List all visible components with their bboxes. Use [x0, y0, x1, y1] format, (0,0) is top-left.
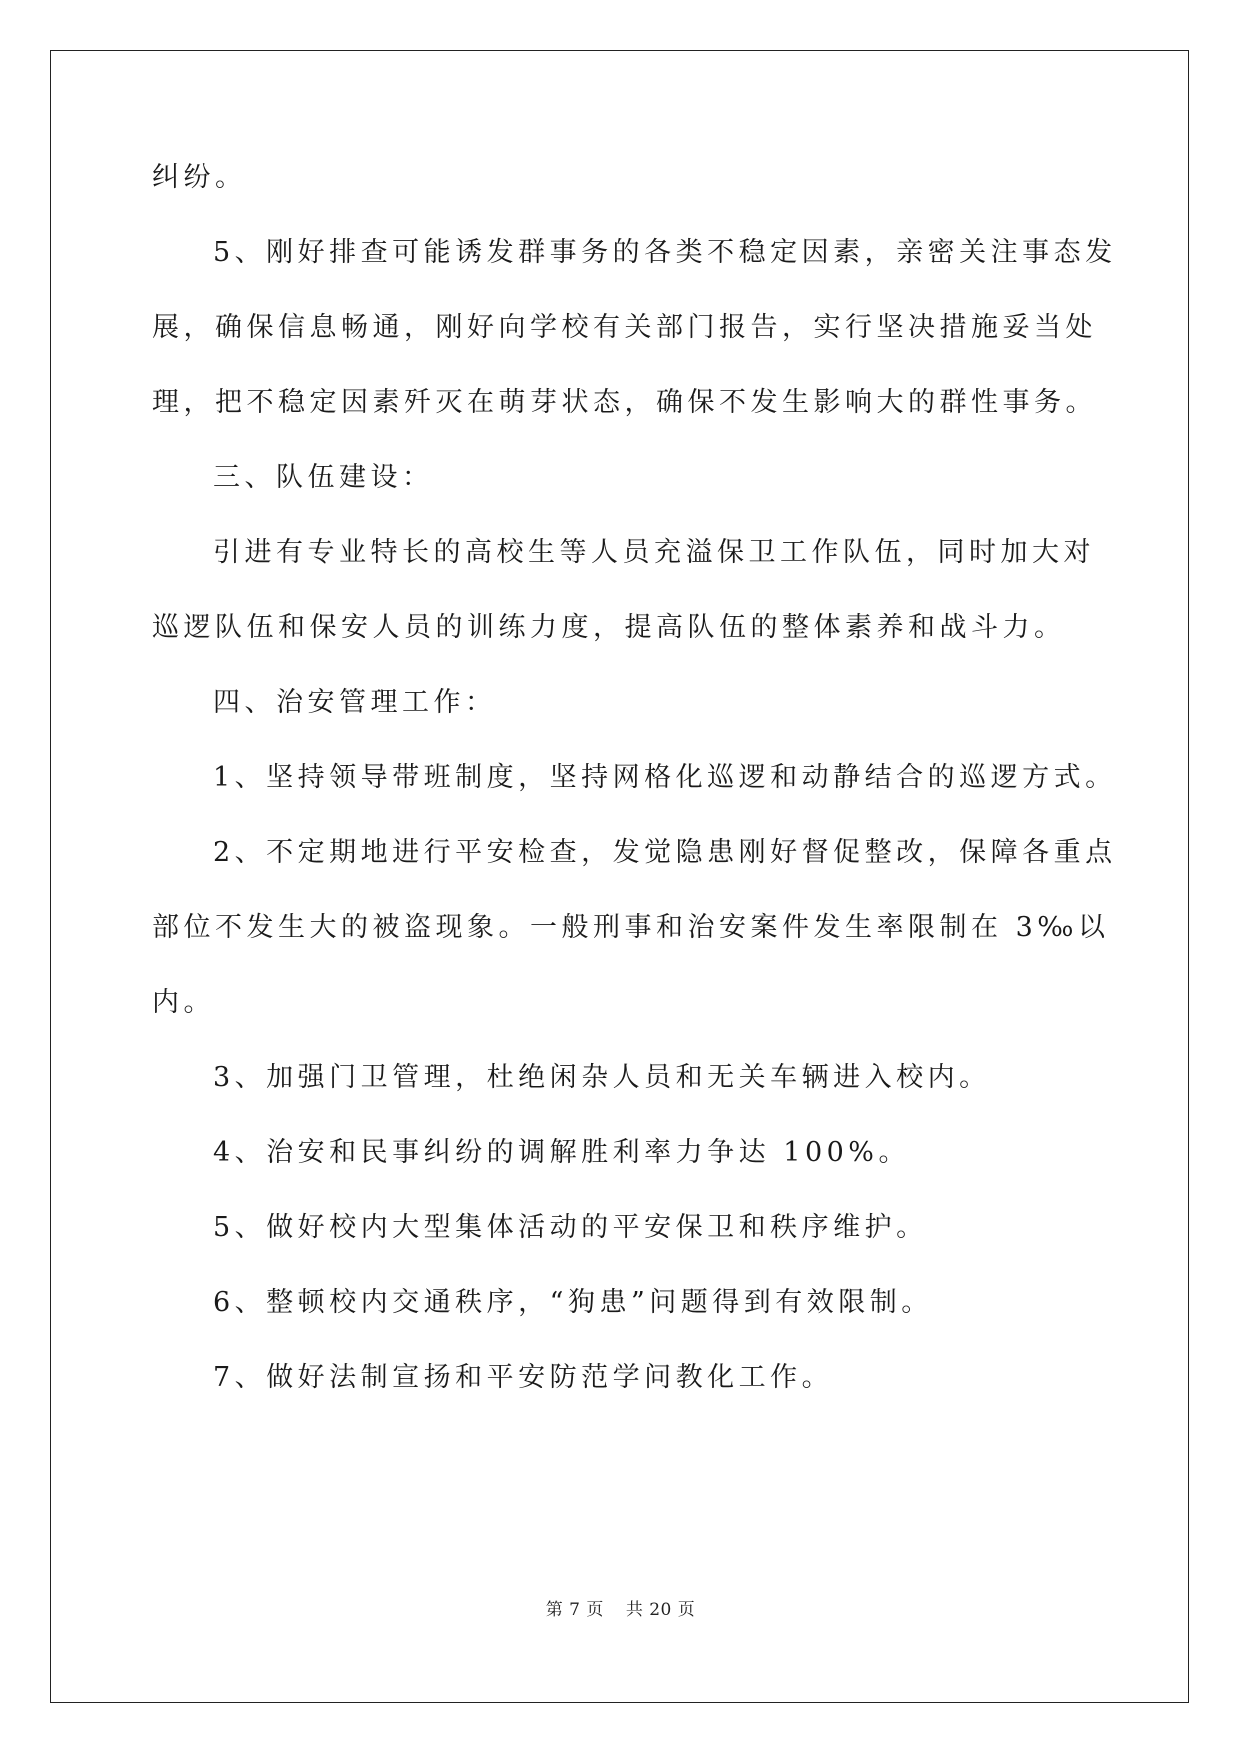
- text-line: 5、做好校内大型集体活动的平安保卫和秩序维护。: [213, 1212, 928, 1243]
- text-line: 巡逻队伍和保安人员的训练力度，提高队伍的整体素养和战斗力。: [152, 612, 1066, 643]
- text-line: 部位不发生大的被盗现象。一般刑事和治安案件发生率限制在 3‰以: [152, 912, 1110, 943]
- text-line: 2、不定期地进行平安检查，发觉隐患刚好督促整改，保障各重点: [213, 837, 1117, 868]
- text-line: 4、治安和民事纠纷的调解胜利率力争达 100%。: [213, 1137, 910, 1168]
- text-line: 3、加强门卫管理，杜绝闲杂人员和无关车辆进入校内。: [213, 1062, 991, 1093]
- section-heading: 四、治安管理工作：: [213, 687, 497, 718]
- text-line: 7、做好法制宣扬和平安防范学问教化工作。: [213, 1362, 834, 1393]
- text-line: 5、刚好排查可能诱发群事务的各类不稳定因素，亲密关注事态发: [213, 237, 1117, 268]
- text-line: 内。: [152, 987, 215, 1018]
- section-heading: 三、队伍建设：: [213, 462, 434, 493]
- total-pages-label: 共 20 页: [625, 1600, 696, 1620]
- text-line: 展，确保信息畅通，刚好向学校有关部门报告，实行坚决措施妥当处: [152, 312, 1097, 343]
- text-line: 纠纷。: [152, 162, 247, 193]
- text-line: 1、坚持领导带班制度，坚持网格化巡逻和动静结合的巡逻方式。: [213, 762, 1117, 793]
- text-line: 引进有专业特长的高校生等人员充溢保卫工作队伍，同时加大对: [213, 537, 1095, 568]
- current-page-label: 第 7 页: [545, 1600, 604, 1620]
- page-number: [0, 1595, 1241, 1620]
- document-body: [152, 160, 1117, 1435]
- text-line: 理，把不稳定因素歼灭在萌芽状态，确保不发生影响大的群性事务。: [152, 387, 1097, 418]
- text-line: 6、整顿校内交通秩序，“狗患”问题得到有效限制。: [213, 1287, 933, 1318]
